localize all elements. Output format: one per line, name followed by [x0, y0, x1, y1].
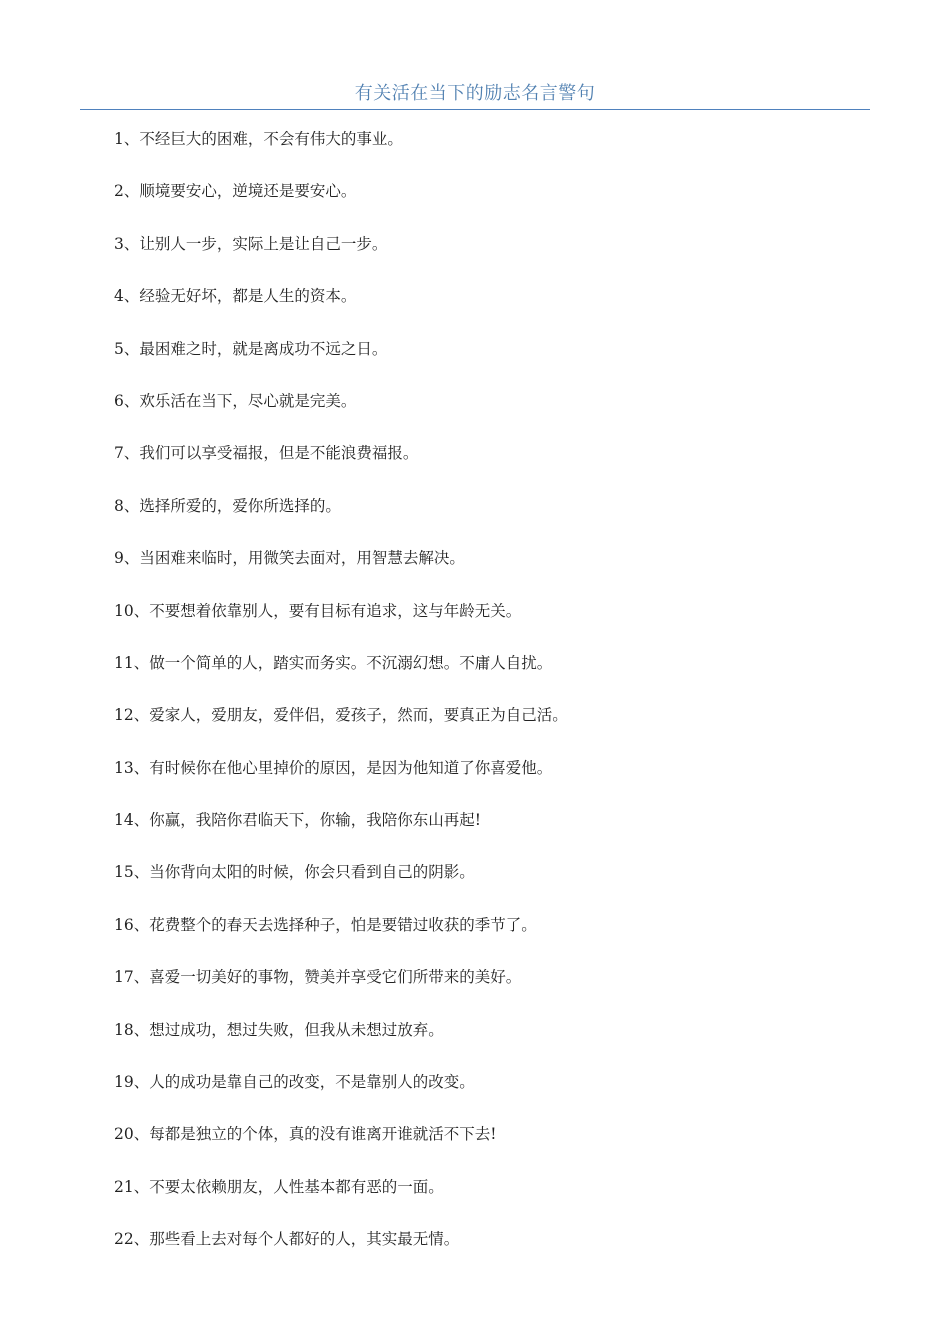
quote-item-10: 10、不要想着依靠别人，要有目标有追求，这与年龄无关。: [114, 601, 522, 620]
quote-item-17: 17、喜爱一切美好的事物，赞美并享受它们所带来的美好。: [114, 968, 522, 987]
quote-item-20: 20、每都是独立的个体，真的没有谁离开谁就活不下去!: [114, 1125, 497, 1144]
quote-item-8: 8、选择所爱的，爱你所选择的。: [114, 496, 341, 515]
quote-item-19: 19、人的成功是靠自己的改变，不是靠别人的改变。: [114, 1073, 475, 1092]
quote-item-1: 1、不经巨大的困难，不会有伟大的事业。: [114, 130, 403, 148]
quote-item-7: 7、我们可以享受福报，但是不能浪费福报。: [114, 444, 419, 463]
quote-item-2: 2、顺境要安心，逆境还是要安心。: [114, 182, 357, 201]
quote-item-9: 9、当困难来临时，用微笑去面对，用智慧去解决。: [114, 549, 465, 568]
quote-item-4: 4、经验无好坏，都是人生的资本。: [114, 287, 357, 306]
document-title: 有关活在当下的励志名言警句: [354, 83, 596, 104]
quote-list: [114, 126, 854, 1279]
quote-item-11: 11、做一个简单的人，踏实而务实。不沉溺幻想。不庸人自扰。: [114, 653, 553, 672]
quote-item-15: 15、当你背向太阳的时候，你会只看到自己的阴影。: [114, 863, 475, 882]
quote-item-14: 14、你赢，我陪你君临天下，你输，我陪你东山再起!: [114, 811, 481, 830]
quote-item-18: 18、想过成功，想过失败，但我从未想过放弃。: [114, 1020, 444, 1039]
quote-item-6: 6、欢乐活在当下，尽心就是完美。: [114, 391, 357, 410]
quote-item-16: 16、花费整个的春天去选择种子，怕是要错过收获的季节了。: [114, 915, 537, 934]
quote-item-22: 22、那些看上去对每个人都好的人，其实最无情。: [114, 1230, 460, 1249]
title-underline: [80, 109, 870, 110]
quote-item-13: 13、有时候你在他心里掉价的原因，是因为他知道了你喜爱他。: [114, 758, 553, 777]
quote-item-12: 12、爱家人，爱朋友，爱伴侣，爱孩子，然而，要真正为自己活。: [114, 706, 568, 725]
quote-item-5: 5、最困难之时，就是离成功不远之日。: [114, 339, 388, 358]
quote-item-21: 21、不要太依赖朋友，人性基本都有恶的一面。: [114, 1177, 444, 1196]
quote-item-3: 3、让别人一步，实际上是让自己一步。: [114, 234, 388, 253]
